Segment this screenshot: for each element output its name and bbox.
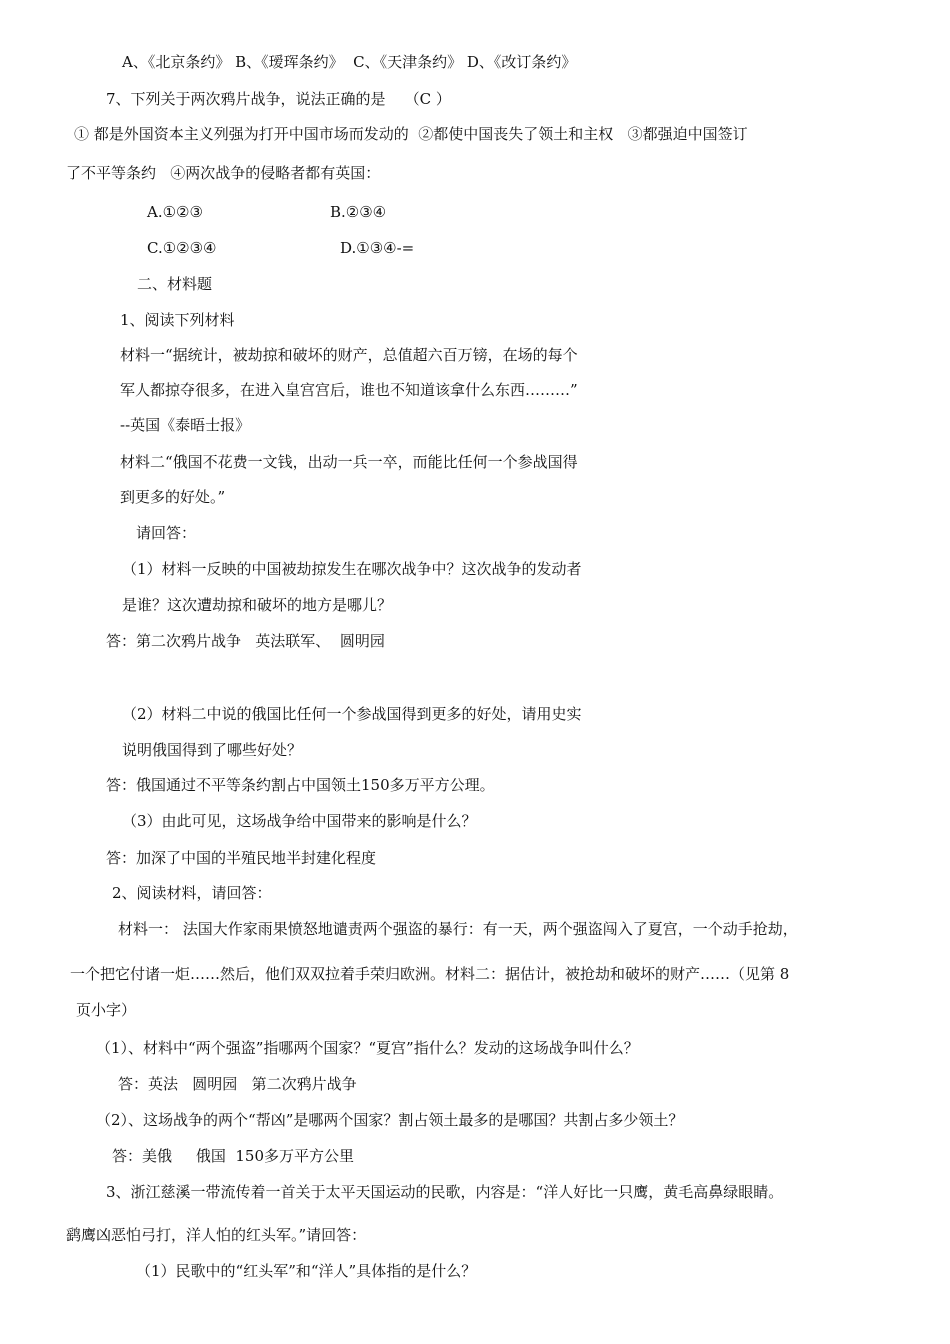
- sub-question-2-cont: 说明俄国得到了哪些好处？: [122, 741, 303, 759]
- q2-answer-2: 答：美俄 俄国 150多万平方公里: [112, 1147, 355, 1165]
- answer-3: 答：加深了中国的半殖民地半封建化程度: [106, 849, 377, 867]
- material-question-3-cont: 鹞鹰凶恶怕弓打，洋人怕的红头军。”请回答：: [66, 1226, 367, 1244]
- material-2-paragraph: 材料一： 法国大作家雨果愤怒地谴责两个强盗的暴行：有一天，两个强盗闯入了夏宫，一个动手抢劫，: [118, 920, 798, 938]
- question-7: 7、下列关于两次鸦片战争，说法正确的是 （C ）: [106, 90, 451, 108]
- sub-question-1-cont: 是谁？这次遭劫掠和破坏的地方是哪儿？: [122, 596, 393, 614]
- material-question-1: 1、阅读下列材料: [120, 311, 235, 329]
- question-7-statements: ① 都是外国资本主义列强为打开中国市场而发动的 ②都使中国丧失了领土和主权 ③都强迫中国签订: [74, 125, 748, 143]
- material-question-3: 3、浙江慈溪一带流传着一首关于太平天国运动的民歌，内容是：“洋人好比一只鹰，黄毛高鼻绿眼睛。: [106, 1183, 784, 1201]
- q2-sub-question-2: （2）、这场战争的两个“帮凶”是哪两个国家？割占领土最多的是哪国？共割占多少领土？: [96, 1111, 684, 1129]
- material-2-paragraph-end: 页小字）: [76, 1001, 137, 1019]
- answer-1: 答：第二次鸦片战争 英法联军、 圆明园: [106, 632, 385, 650]
- option-b: B.②③④: [330, 203, 387, 221]
- sub-question-1: （1）材料一反映的中国被劫掠发生在哪次战争中？这次战争的发动者: [122, 560, 582, 578]
- material-1-source: --英国《泰晤士报》: [120, 416, 251, 434]
- material-2-text: 材料二“俄国不花费一文钱，出动一兵一卒，而能比任何一个参战国得: [120, 453, 578, 471]
- answer-prompt: 请回答：: [136, 524, 197, 542]
- material-1-text: 材料一“据统计，被劫掠和破坏的财产，总值超六百万镑，在场的每个: [120, 346, 578, 364]
- q2-answer-1: 答：英法 圆明园 第二次鸦片战争: [118, 1075, 357, 1093]
- sub-question-2: （2）材料二中说的俄国比任何一个参战国得到更多的好处，请用史实: [122, 705, 582, 723]
- option-a: A.①②③: [147, 203, 203, 221]
- option-d: D.①③④-=: [340, 239, 415, 257]
- answer-2: 答：俄国通过不平等条约割占中国领土150多万平方公理。: [106, 776, 495, 794]
- option-c: C.①②③④: [147, 239, 217, 257]
- material-2-paragraph-cont: 一个把它付诸一炬……然后，他们双双拉着手荣归欧洲。材料二：据估计，被抢劫和破坏的财产……（见第 8: [70, 965, 790, 983]
- option-line-7: A、《北京条约》 B、《瑷珲条约》 C、《天津条约》 D、《改订条约》: [122, 53, 577, 71]
- q3-sub-question-1: （1）民歌中的“红头军”和“洋人”具体指的是什么？: [136, 1262, 477, 1280]
- section-heading: 二、材料题: [137, 275, 213, 293]
- material-question-2: 2、阅读材料，请回答：: [112, 884, 272, 902]
- sub-question-3: （3）由此可见，这场战争给中国带来的影响是什么？: [122, 812, 477, 830]
- material-2-text-cont: 到更多的好处。”: [120, 488, 226, 506]
- question-7-statements-cont: 了不平等条约 ④两次战争的侵略者都有英国：: [66, 164, 381, 182]
- q2-sub-question-1: （1）、材料中“两个强盗”指哪两个国家？“夏宫”指什么？发动的这场战争叫什么？: [96, 1039, 639, 1057]
- material-1-text-cont: 军人都掠夺很多，在进入皇宫宫后，谁也不知道该拿什么东西………”: [120, 381, 578, 399]
